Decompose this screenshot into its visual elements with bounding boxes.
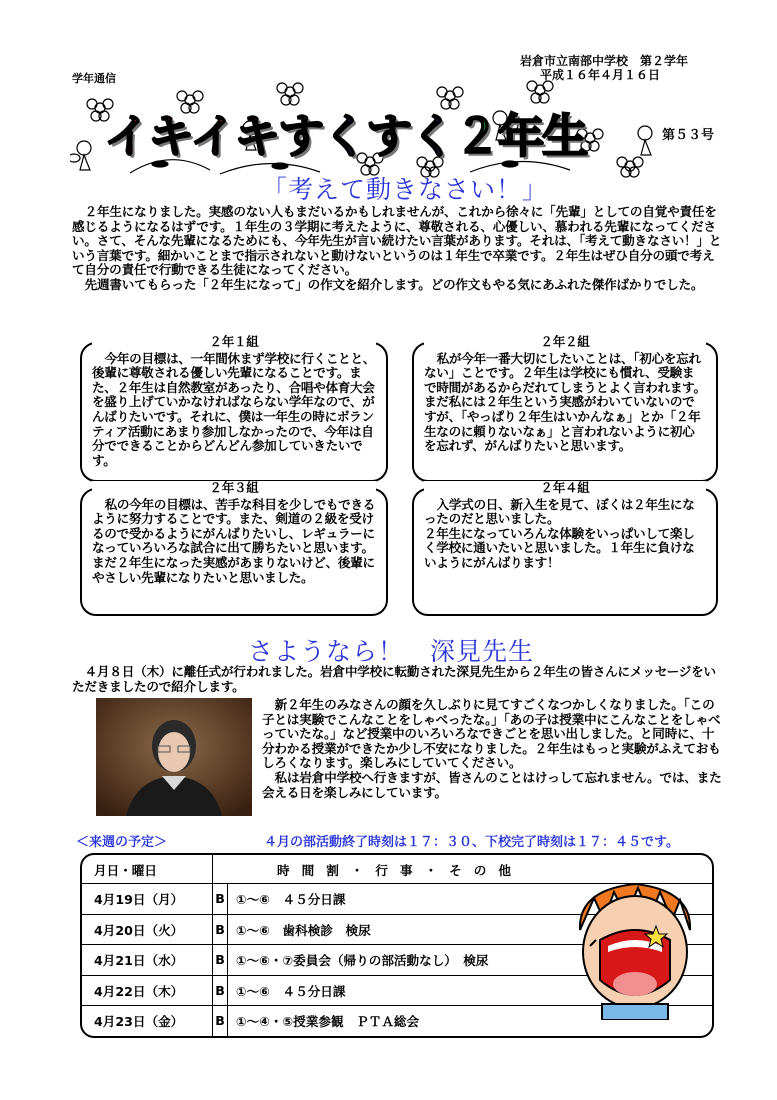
farewell-paragraph: 私は岩倉中学校へ行きますが、皆さんのことはけっして忘れません。では、また会える日を楽しみにしています。 xyxy=(262,769,722,800)
essay-box xyxy=(412,334,718,482)
row-content: ①〜⑥ ４５分日課 xyxy=(228,884,713,915)
school-name: 岩倉市立南部中学校 第２学年 xyxy=(520,54,689,68)
farewell-intro xyxy=(72,665,722,694)
row-date: 4月20日（火） xyxy=(82,914,213,945)
intro-text xyxy=(72,205,722,293)
row-code: B xyxy=(213,914,228,945)
issue-number: 第５３号 xyxy=(662,128,715,143)
club-time-note: ４月の部活動終了時刻は１７：３０、下校完了時刻は１７：４５です。 xyxy=(264,835,679,850)
essay-class-title: ２年２組 xyxy=(424,335,706,350)
row-content: ①〜⑥ 歯科検診 検尿 xyxy=(228,914,713,945)
row-date: 4月23日（金） xyxy=(82,1006,213,1036)
issue-date: 平成１６年４月１６日 xyxy=(540,68,661,82)
row-content: ①〜④・⑤授業参観 ＰＴＡ総会 xyxy=(236,1014,420,1030)
essay-text: 今年の目標は、一年間休まず学校に行くことと、後輩に尊敬される優しい先輩になることです。また、２年生は自然教室があったり、合唱や体育大会を盛り上げていかなければならない学年なので、がんばりたいです。それに、僕は一年生の時にボランティア活動にあまり参加しなかったので、今年は自分でできることからどんどん参加していきたいです。 xyxy=(92,350,376,468)
fairy-icon xyxy=(70,141,91,170)
title-part-1: イキイキ xyxy=(104,109,279,163)
row-date: 4月21日（水） xyxy=(82,945,213,976)
newsletter-title xyxy=(104,100,586,166)
farewell-intro-text: ４月８日（木）に離任式が行われました。岩倉中学校に転勤された深見先生から２年生の皆さんにメッセージをいただきましたので紹介します。 xyxy=(72,664,716,694)
header-date: 月日・曜日 xyxy=(82,855,213,884)
flower-icon xyxy=(617,157,643,177)
essay-box xyxy=(412,480,718,616)
intro-paragraph: ２年生になりました。実感のない人もまだいるかもしれませんが、これから徐々に「先輩」としての自覚や責任を感じるようになるはずです。１年生の３学期に考えたように、尊敬される、心優しい、慕われる先輩になってください。さて、そんな先輩になるためにも、今年先生が言い続けたい言葉があります。それは、「考えて動きなさい！」という言葉です。細かいことまで指示されないと動けないというのは１年生で卒業です。２年生はぜひ自分の頭で考えて自分の責任で行動できる生徒になってください。 xyxy=(72,204,722,278)
newsletter-type: 学年通信 xyxy=(72,72,116,85)
row-code: B xyxy=(213,975,228,1006)
farewell-paragraph: 新２年生のみなさんの顔を久しぶりに見てすごくなつかしくなりました。「この子とは実験でこんなことをしゃべったな。」「あの子は授業中にこんなことをしゃべっていたな。」など授業中のいろいろなできごとを思い出しました。と同時に、十分わかる授業ができたか少し不安になりました。２年生はもっと実験がふえておもしろくなります。楽しみにしていてください。 xyxy=(262,697,721,771)
teacher-photo xyxy=(96,698,252,816)
row-code: B xyxy=(213,1006,228,1036)
fairy-icon xyxy=(638,126,652,155)
intro-paragraph: 先週書いてもらった「２年生になって」の作文を紹介します。どの作文もやる気にあふれた傑作ばかりでした。 xyxy=(84,276,704,292)
essay-class-title: ２年３組 xyxy=(92,481,376,496)
row-date: 4月19日（月） xyxy=(82,884,213,915)
row-content: ①〜⑥・⑦委員会（帰りの部活動なし） 検尿 xyxy=(228,945,713,976)
header-content: 時間割・行事・その他 xyxy=(213,855,713,884)
essay-box xyxy=(80,334,388,482)
row-code: B xyxy=(213,884,228,915)
row-content: ①〜⑥ ４５分日課 xyxy=(228,975,713,1006)
section-heading: 「考えて動きなさい！」 xyxy=(262,175,549,204)
essay-text: 私が今年一番大切にしたいことは、「初心を忘れない」ことです。２年生は学校にも慣れ、受験まで時間があるからだれてしまうとよく言われます。まだ私には２年生という実感がわいていないのですが、「やっぱり２年生はいかんなぁ」とか「２年生なのに頼りないなぁ」と言われないように初心を忘れず、がんばりたいと思います。 xyxy=(424,350,706,454)
essay-text: 私の今年の目標は、苦手な科目を少しでもできるように努力することです。また、剣道の２級を受けるので受かるようにがんばりたいし、レギュラーになっていろいろな試合に出て勝ちたいと思います。まだ２年生になった実感があまりないけど、後輩にやさしい先輩になりたいと思いました。 xyxy=(92,496,376,585)
row-date: 4月22日（木） xyxy=(82,975,213,1006)
schedule-label: ＜来週の予定＞ xyxy=(76,835,168,850)
essay-class-title: ２年１組 xyxy=(92,335,376,350)
farewell-heading: さようなら！ 深見先生 xyxy=(248,637,535,666)
title-part-3: ２年生 xyxy=(454,109,587,163)
cartoon-boy-illustration xyxy=(560,870,710,1020)
row-code: B xyxy=(213,945,228,976)
title-part-2: すくすく xyxy=(278,109,455,163)
farewell-message xyxy=(262,698,722,800)
essay-class-title: ２年４組 xyxy=(424,481,706,496)
essay-box xyxy=(80,480,388,616)
essay-text: 入学式の日、新入生を見て、ぼくは２年生になったのだと思いました。 ２年生になっていろんな体験をいっぱいして楽しく学校に通いたいと思いました。１年生に負けないようにがんばります！ xyxy=(424,496,695,570)
